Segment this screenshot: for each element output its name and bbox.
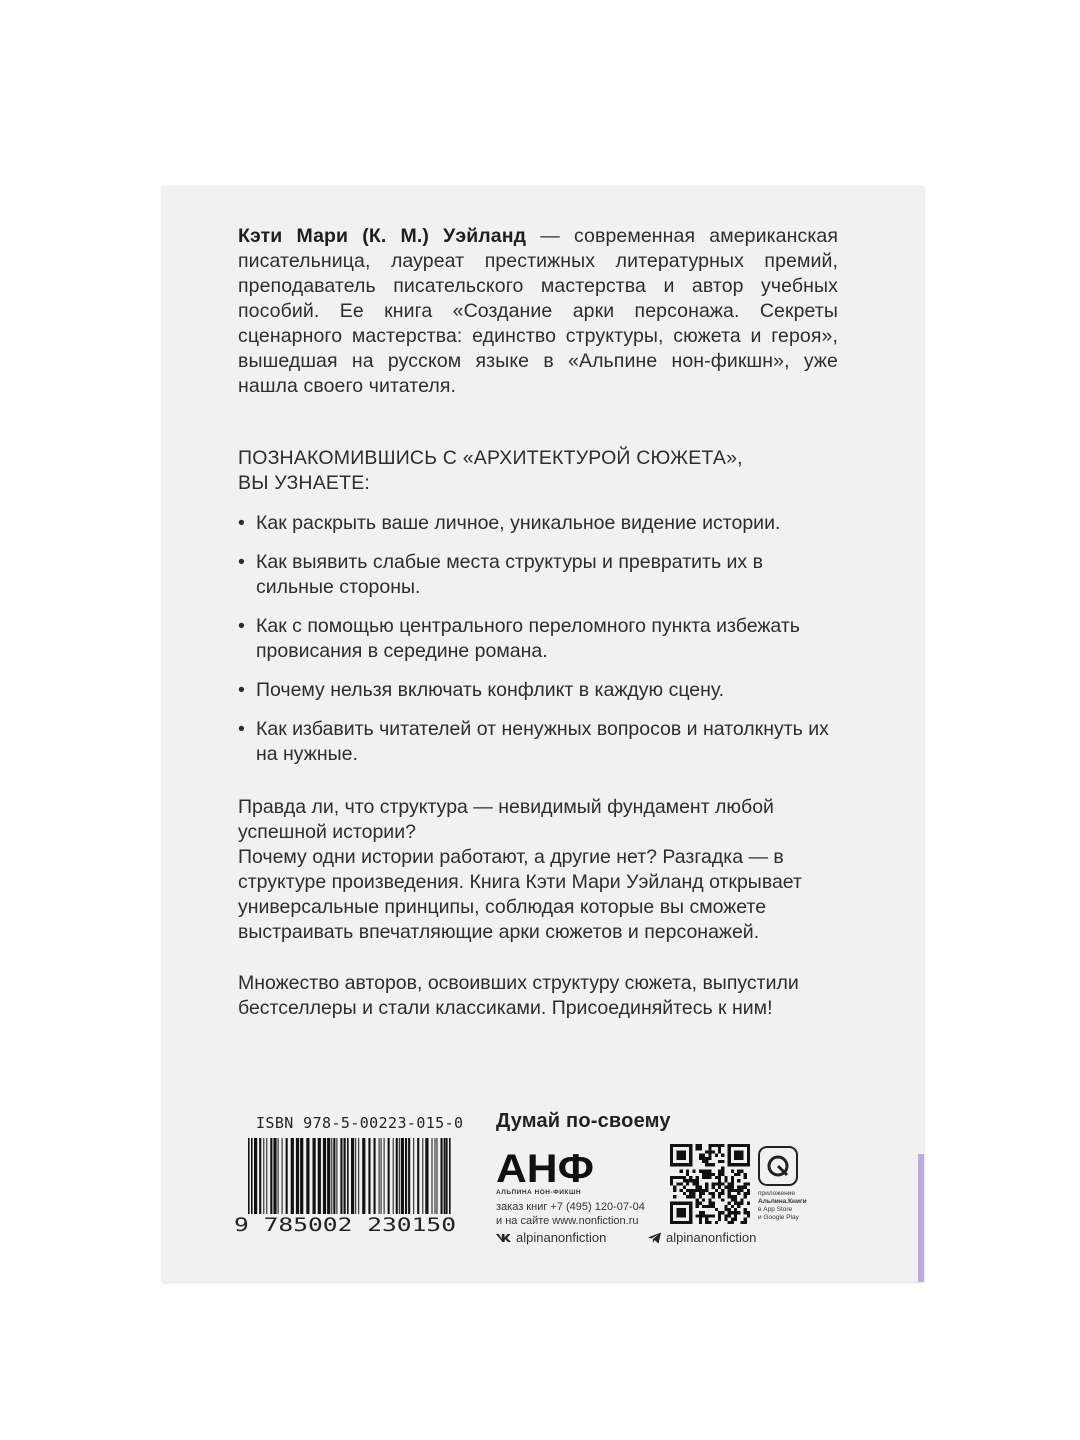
section-heading-line-2: ВЫ УЗНАЕТЕ: [238,472,371,494]
vk-handle: alpinanonfiction [516,1230,607,1245]
book-back-cover [162,186,924,1282]
bullet-icon: • [238,718,245,740]
list-item [238,550,838,600]
telegram-icon [648,1232,662,1244]
list-item [238,678,838,703]
list-item-text: Как избавить читателей от ненужных вопросов и натолкнуть их на нужные. [256,718,829,765]
paragraph-question: Правда ли, что структура — невидимый фундамент любой успешной истории? [238,796,774,843]
list-item-text: Как выявить слабые места структуры и превратить их в сильные стороны. [256,551,763,598]
list-item-text: Как раскрыть ваше личное, уникальное видение истории. [256,512,781,534]
bullet-icon: • [238,512,245,534]
list-item [238,614,838,664]
barcode [234,1138,460,1234]
order-info [496,1200,645,1228]
section-heading-line-1: ПОЗНАКОМИВШИСЬ С «АРХИТЕКТУРОЙ СЮЖЕТА», [238,447,743,469]
app-caption-line-2: Альпина.Книги [758,1198,807,1205]
bullet-icon: • [238,551,245,573]
author-bio-text: — современная американская писательница, лауреат престижных литературных премий, преподаватель писательского мастерства и автор учебных пособий. Ее книга «Создание арки персонажа. Секреты сценарного мастерства: единство структуры, сюжета и героя», вышедшая на русском языке в «Альпине нон-фикшн», уже нашла своего читателя. [238,225,838,397]
publisher-logo [496,1146,596,1186]
publisher-logo-text: АНФ [496,1147,594,1186]
cover-text [238,224,838,1021]
order-phone: заказ книг +7 (495) 120-07-04 [496,1201,645,1213]
qr-code [670,1144,750,1224]
order-website: и на сайте www.nonfiction.ru [496,1215,639,1227]
cover-edge-accent [918,1154,924,1282]
paragraph-description: Почему одни истории работают, а другие нет? Разгадка — в структуре произведения. Книга Кэти Мари Уэйланд открывает универсальные принципы, соблюдая которые вы сможете выстраивать впечатляющие арки сюжетов и персонажей. [238,846,802,943]
list-item [238,717,838,767]
bullet-icon: • [238,679,245,701]
list-item [238,511,838,536]
social-telegram [648,1230,756,1245]
app-caption [758,1190,807,1222]
social-vk [496,1230,606,1245]
alpina-app-icon [766,1154,790,1178]
app-caption-line-4: и Google Play [758,1214,799,1221]
bullet-icon: • [238,615,245,637]
benefits-list [238,511,838,767]
app-caption-line-1: приложение [758,1190,795,1197]
list-item-text: Как с помощью центрального переломного пункта избежать провисания в середине романа. [256,615,800,662]
telegram-handle: alpinanonfiction [666,1230,757,1245]
publisher-caption: АЛЬПИНА НОН-ФИКШН [496,1189,582,1196]
section-heading [238,446,838,496]
app-icon [758,1146,798,1186]
author-bio [238,224,838,399]
list-item-text: Почему нельзя включать конфликт в каждую сцену. [256,679,725,701]
app-caption-line-3: в App Store [758,1206,793,1213]
paragraph-call-to-action: Множество авторов, освоивших структуру сюжета, выпустили бестселлеры и стали классиками. Присоединяйтесь к ним! [238,972,799,1019]
vk-icon [496,1233,512,1243]
barcode-digits: 9 785002 230150 [234,1214,456,1234]
author-name: Кэти Мари (К. М.) Уэйланд [238,225,527,247]
slogan: Думай по-своему [496,1110,671,1132]
isbn-label: ISBN 978-5-00223-015-0 [256,1114,464,1132]
